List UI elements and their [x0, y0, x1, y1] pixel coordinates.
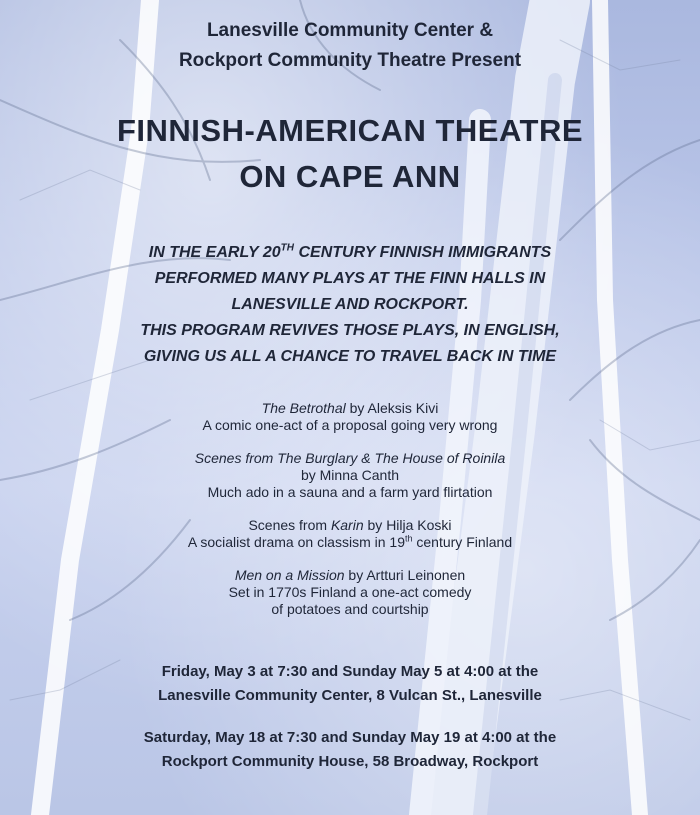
play-mission-description-2: of potatoes and courtship: [271, 601, 429, 617]
play-mission-byline: by Artturi Leinonen: [344, 567, 466, 583]
play-burglary-description: Much ado in a sauna and a farm yard flirtation: [207, 484, 493, 500]
play-burglary-title: Scenes from The Burglary & The House of Roinila: [194, 450, 506, 466]
intro-line-3: LANESVILLE AND ROCKPORT.: [231, 296, 469, 313]
play-betrothal-heading: [0, 400, 700, 417]
title-line-1: FINNISH-AMERICAN THEATRE: [116, 113, 584, 148]
play-betrothal-description: A comic one-act of a proposal going very wrong: [202, 417, 498, 433]
performance-lanesville: [0, 634, 700, 708]
performance-rockport-line-2: Rockport Community House, 58 Broadway, Rockport: [161, 753, 539, 770]
plays-list: [0, 400, 700, 618]
play-betrothal-title: The Betrothal: [261, 400, 346, 416]
intro-line-4: THIS PROGRAM REVIVES THOSE PLAYS, IN ENGLISH,: [140, 322, 560, 339]
intro-line-1-before: IN THE EARLY 20: [148, 244, 281, 261]
title-line-2: ON CAPE ANN: [239, 159, 461, 194]
play-burglary: [0, 450, 700, 501]
intro-line-1: [149, 244, 551, 261]
performance-lanesville-line-1: Friday, May 3 at 7:30 and Sunday May 5 at 4:00 at the: [161, 663, 539, 680]
play-karin-description-after: century Finland: [412, 534, 513, 550]
intro-ordinal-sup: TH: [280, 242, 295, 254]
play-karin-title: Karin: [330, 517, 364, 533]
intro-line-5: GIVING US ALL A CHANCE TO TRAVEL BACK IN TIME: [143, 348, 557, 365]
play-betrothal-byline: by Aleksis Kivi: [345, 400, 439, 416]
performance-rockport: [0, 708, 700, 774]
main-title: [0, 76, 700, 200]
performance-rockport-line-1: Saturday, May 18 at 7:30 and Sunday May 19 at 4:00 at the: [143, 729, 557, 746]
performance-lanesville-line-2: Lanesville Community Center, 8 Vulcan St., Lanesville: [158, 687, 542, 704]
intro-line-2: PERFORMED MANY PLAYS AT THE FINN HALLS IN: [154, 270, 546, 287]
play-mission-heading: [0, 567, 700, 584]
play-karin-heading: [0, 517, 700, 534]
play-burglary-byline: by Minna Canth: [300, 467, 400, 483]
play-mission-description-1: Set in 1770s Finland a one-act comedy: [228, 584, 472, 600]
play-betrothal: [0, 400, 700, 434]
play-burglary-heading: [0, 450, 700, 467]
intro-text: [0, 200, 700, 370]
intro-line-1-after: CENTURY FINNISH IMMIGRANTS: [294, 244, 552, 261]
play-karin-description: [0, 534, 700, 551]
presenters-heading: [0, 0, 700, 76]
play-karin: [0, 517, 700, 551]
play-karin-prefix: Scenes from: [248, 517, 331, 533]
presenter-line-1: Lanesville Community Center &: [206, 20, 494, 41]
play-mission-title: Men on a Mission: [234, 567, 345, 583]
play-karin-description-before: A socialist drama on classism in 19: [187, 534, 405, 550]
play-karin-byline: by Hilja Koski: [363, 517, 452, 533]
play-karin-ordinal-sup: th: [404, 533, 413, 544]
play-mission: [0, 567, 700, 618]
presenter-line-2: Rockport Community Theatre Present: [178, 50, 522, 71]
